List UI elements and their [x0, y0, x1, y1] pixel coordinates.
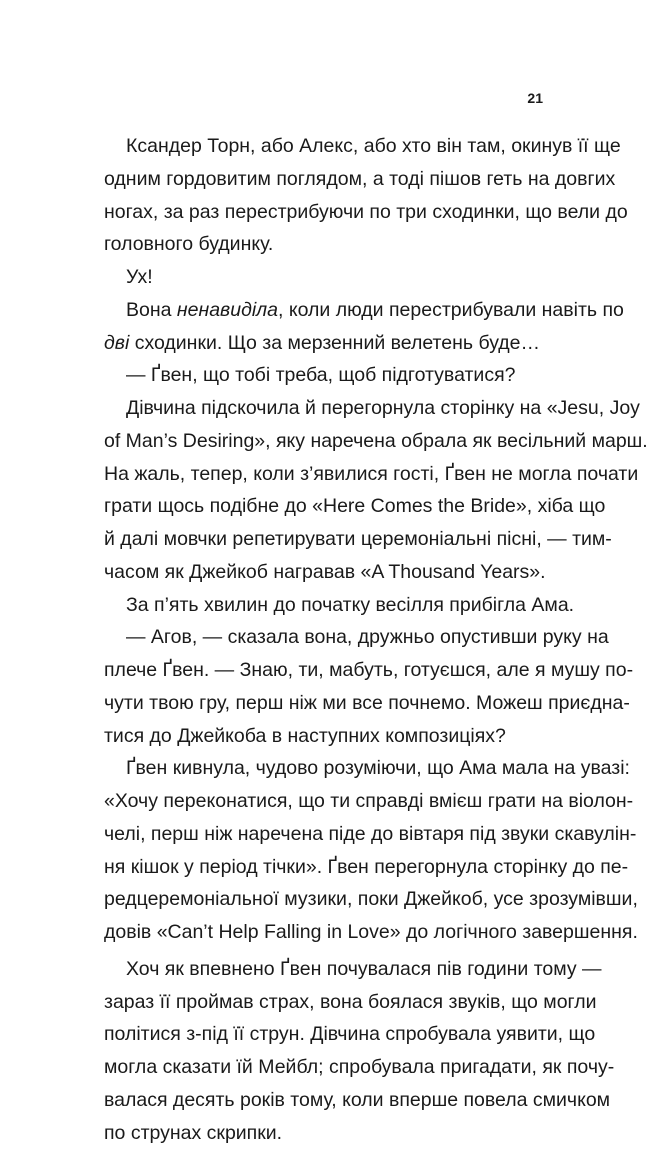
text-run: , коли люди перестрибували навіть по	[278, 299, 624, 321]
text-line: На жаль, тепер, коли з’явилися гості, Ґвен не могла почати	[104, 458, 544, 491]
text-line: of Man’s Desiring», яку наречена обрала як весільний марш.	[104, 425, 544, 458]
text-line: й далі мовчки репетирувати церемоніальні пісні, — тим-	[104, 523, 544, 556]
text-line: челі, перш ніж наречена піде до вівтаря під звуки скавулін-	[104, 818, 544, 851]
text-line: — Ґвен, що тобі треба, щоб підготуватися?	[104, 359, 544, 392]
text-line: довів «Can’t Help Falling in Love» до логічного завершення.	[104, 916, 544, 949]
italic-word: дві	[104, 332, 129, 354]
text-line: чути твою гру, перш ніж ми все почнемо. Можеш приєдна-	[104, 687, 544, 720]
text-line: ногах, за раз перестрибуючи по три сходинки, що вели до	[104, 196, 544, 229]
text-line: головного будинку.	[104, 228, 544, 261]
text-line: часом як Джейкоб награвав «A Thousand Years».	[104, 556, 544, 589]
text-line: редцеремоніальної музики, поки Джейкоб, усе зрозумівши,	[104, 883, 544, 916]
text-line: Ґвен кивнула, чудово розуміючи, що Ама мала на увазі:	[104, 752, 544, 785]
text-run: сходинки. Що за мерзенний велетень буде…	[129, 332, 540, 354]
text-line: ня кішок у період тічки». Ґвен перегорнула сторінку до пе-	[104, 851, 544, 884]
text-line: «Хочу переконатися, що ти справді вмієш грати на віолон-	[104, 785, 544, 818]
text-line	[104, 327, 544, 360]
page-number: 21	[527, 90, 543, 106]
text-line: тися до Джейкоба в наступних композиціях?	[104, 720, 544, 753]
text-line	[104, 294, 544, 327]
text-run: Вона	[126, 299, 177, 321]
text-line: політися з-під її струн. Дівчина спробувала уявити, що	[104, 1018, 544, 1051]
text-line: За п’ять хвилин до початку весілля прибігла Ама.	[104, 589, 544, 622]
body-text	[104, 130, 544, 1149]
italic-word: ненавиділа	[177, 299, 278, 321]
text-line: по струнах скрипки.	[104, 1117, 544, 1149]
text-line: грати щось подібне до «Here Comes the Bride», хіба що	[104, 490, 544, 523]
text-line: валася десять років тому, коли вперше повела смичком	[104, 1084, 544, 1117]
text-line: Ух!	[104, 261, 544, 294]
text-line: одним гордовитим поглядом, а тоді пішов геть на довгих	[104, 163, 544, 196]
text-line: Ксандер Торн, або Алекс, або хто він там, окинув її ще	[104, 130, 544, 163]
text-line: Хоч як впевнено Ґвен почувалася пів години тому —	[104, 953, 544, 986]
text-line: зараз її проймав страх, вона боялася звуків, що могли	[104, 986, 544, 1019]
text-line: могла сказати їй Мейбл; спробувала пригадати, як почу-	[104, 1051, 544, 1084]
text-line: — Агов, — сказала вона, дружньо опустивши руку на	[104, 621, 544, 654]
text-line: плече Ґвен. — Знаю, ти, мабуть, готуєшся, але я мушу по-	[104, 654, 544, 687]
text-line: Дівчина підскочила й перегорнула сторінку на «Jesu, Joy	[104, 392, 544, 425]
